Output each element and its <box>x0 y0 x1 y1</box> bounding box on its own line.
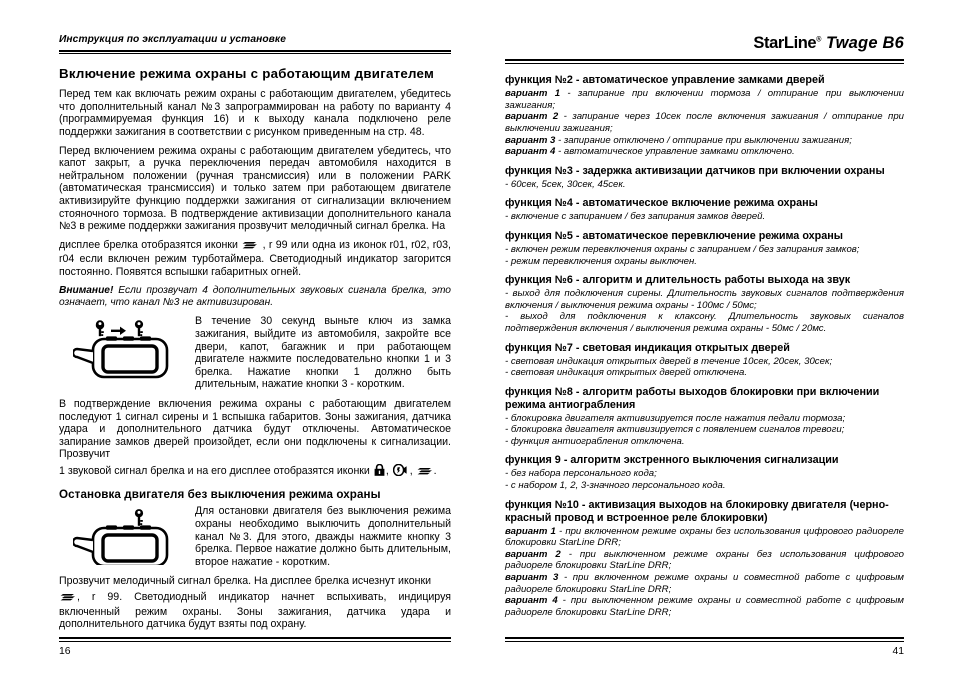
paragraph-fob-display-icons <box>59 464 451 480</box>
option-text: - блокировка двигателя активизируется после нажатия педали тормоза; <box>505 412 846 424</box>
function-option <box>505 413 904 425</box>
option-text: - световая индикация открытых дверей отключена. <box>505 367 748 379</box>
option-label: вариант 3 <box>505 572 559 584</box>
function-title: функция №10 - активизация выходов на блокировку двигателя (черно-красный провод и встроенное реле блокировки) <box>505 498 889 524</box>
page-right-footer <box>505 637 904 675</box>
paragraph-intro-1: Перед тем как включать режим охраны с работающим двигателем, убедитесь что дополнительный канал №3 запрограммирован на работу по варианту 4 (программируемая функция 16) и к выходу канала подключено реле поддержки зажигания в соответствии с рисунком приведенным на стр. 48. <box>59 88 451 138</box>
paragraph-display-icons <box>59 239 451 279</box>
function-option <box>505 256 904 268</box>
option-text: - запирание при включении тормоза / отпирание при выключении зажигания; <box>505 88 904 111</box>
option-label: вариант 2 <box>505 548 561 560</box>
function-title: функция №4 - автоматическое включение режима охраны <box>505 197 818 210</box>
running-head-left: Инструкция по эксплуатации и установке <box>59 34 286 45</box>
function-option <box>505 549 904 572</box>
option-label: вариант 3 <box>505 134 556 146</box>
figure-block-stop-engine <box>59 505 451 570</box>
option-text: - 60сек, 5сек, 30сек, 45сек. <box>505 178 626 190</box>
product-model: Twage B6 <box>825 34 904 52</box>
option-text: - выход для подключения сирены. Длительность звуковых сигналов подтверждения включения / выключения режима охраны - 100мс / 50мс; <box>505 288 904 311</box>
function-option <box>505 367 904 379</box>
paragraph-display-icons-before: дисплее брелка отобразятся иконки <box>59 238 238 251</box>
option-text: - выход для подключения к клаксону. Длительность звуковых сигналов подтверждения включения / выключения режима охраны - 50мс / 20мс. <box>505 311 904 334</box>
function-option <box>505 424 904 436</box>
function-title: функция 9 - алгоритм экстренного выключения сигнализации <box>505 454 839 467</box>
page-number-right: 41 <box>892 646 904 657</box>
running-head-right <box>505 34 904 56</box>
page-right <box>477 0 954 675</box>
function-option <box>505 288 904 311</box>
function-option <box>505 88 904 111</box>
turbo-timer-icon <box>60 592 76 606</box>
page-number-left: 16 <box>59 646 71 657</box>
paragraph-icons-disappear <box>59 591 451 631</box>
page-right-content <box>505 64 904 637</box>
figure-block-arm-with-engine <box>59 315 451 393</box>
paragraph-icons-disappear-text: , r 99. Светодиодный индикатор начнет вспыхивать, индицируя включенный режим охраны. Зоны зажигания, датчика удара и дополнительного датчика будут взяты под охрану. <box>59 591 451 631</box>
page-left-footer <box>59 637 451 675</box>
function-title: функция №3 - задержка активизации датчиков при включении охраны <box>505 164 885 177</box>
turbo-timer-icon <box>242 240 258 254</box>
option-text: - блокировка двигателя активизируется с появлением сигналов тревоги; <box>505 424 845 436</box>
registered-mark: ® <box>816 36 821 44</box>
key-fob-press-button-3-twice-figure <box>73 507 185 565</box>
function-option <box>505 572 904 595</box>
option-text: - включен режим перевключения охраны с запиранием / без запирания замков; <box>505 243 860 255</box>
option-text: - световая индикация открытых дверей в течение 10сек, 20сек, 30сек; <box>505 355 833 367</box>
function-option <box>505 480 904 492</box>
option-text: - включение с запиранием / без запирания замков дверей. <box>505 211 766 223</box>
function-option <box>505 311 904 334</box>
brand-lockup <box>753 34 904 53</box>
function-title: функция №6 - алгоритм и длительность работы выхода на звук <box>505 274 851 287</box>
option-text: - запирание отключено / отпирание при выключении зажигания; <box>555 134 852 146</box>
attention-note-text: Если прозвучат 4 дополнительных звуковых сигнала брелка, это означает, что канал №3 не активизирован. <box>59 284 451 308</box>
function-option <box>505 211 904 223</box>
function-option <box>505 468 904 480</box>
function-option <box>505 244 904 256</box>
option-label: вариант 4 <box>505 146 556 158</box>
option-text: - автоматическое управление замками отключено. <box>555 146 795 158</box>
icon-sep-2: , <box>409 464 413 477</box>
option-text: - запирание через 10сек после включения зажигания / отпирание при выключении зажигания; <box>505 111 904 134</box>
paragraph-fob-display-before: 1 звуковой сигнал брелка и на его дисплее отобразятся иконки <box>59 464 370 477</box>
footer-rule-left <box>59 637 451 642</box>
function-title: функция №8 - алгоритм работы выходов блокировки при включении режима антиограбления <box>505 385 880 411</box>
option-label: вариант 2 <box>505 111 559 123</box>
option-label: вариант 4 <box>505 595 558 607</box>
function-title: функция №7 - световая индикация открытых дверей <box>505 341 790 354</box>
option-text: - при включенном режиме охраны без использования цифрового радиореле блокировки StarLine DRR; <box>505 525 904 549</box>
footer-rule-right <box>505 637 904 642</box>
page-title: Включение режима охраны с работающим двигателем <box>59 66 435 82</box>
paragraph-fob-display-after: . <box>433 464 437 477</box>
closed-lock-icon <box>374 464 385 480</box>
function-option <box>505 135 904 147</box>
option-label: вариант 1 <box>505 88 561 100</box>
option-text: - при включенном режиме охраны и совместной работе с цифровым радиореле блокировки StarLine DRR; <box>505 572 904 595</box>
figure-1-instruction-text: В течение 30 секунд выньте ключ из замка зажигания, выйдите из автомобиля, закройте все двери, капот, багажник и при работающем двигателе нажмите последовательно кнопки 1 и 3 брелка. Нажатие кнопки 1 должно быть длительным, нажатие кнопки 3 - коротким. <box>195 315 451 391</box>
option-text: - при выключенном режиме охраны и совместной работе с цифровым радиореле блокировки StarLine DRR; <box>505 595 904 618</box>
function-option <box>505 595 904 618</box>
figure-2-instruction-text: Для остановки двигателя без выключения режима охраны необходимо выключить дополнительный канал №3. Для этого, дважды нажмите кнопку 3 брелка. Первое нажатие должно быть длительным, второе нажатие - коротким. <box>195 505 451 568</box>
siren-on-icon <box>393 464 409 480</box>
function-title: функция №2 - автоматическое управление замками дверей <box>505 74 825 87</box>
paragraph-intro-2: Перед включением режима охраны с работающим двигателем убедитесь, что капот закрыт, а ручка переключения передач автомобиля находится в нейтральном положении (ручная трансмиссия) или в положении PARK (автоматическая трансмиссия) и только затем при работающем двигателе активизируйте функцию поддержки зажигания от сигнализации включением стояночного тормоза. В подтверждение активизации дополнительного канала №3 в режиме поддержки зажигания прозвучит мелодичный сигнал брелка. На <box>59 144 451 233</box>
function-option <box>505 111 904 134</box>
paragraph-arm-confirmation: В подтверждение включения режима охраны с работающим двигателем последуют 1 сигнал сирены и 1 вспышка габаритов. Зоны зажигания, датчика удара и дополнительного датчика будут отключены. Автоматическое запирание замков дверей произойдет, если они подключены к сигнализации. Прозвучит <box>59 397 451 461</box>
option-text: - функция антиограбления отключена. <box>505 435 685 447</box>
subsection-title-stop-engine: Остановка двигателя без выключения режима охраны <box>59 488 381 502</box>
function-option <box>505 356 904 368</box>
function-option <box>505 179 904 191</box>
key-fob-press-buttons-1-and-3-figure <box>73 317 185 379</box>
paragraph-disarm-confirmation: Прозвучит мелодичный сигнал брелка. На дисплее брелка исчезнут иконки <box>59 575 432 588</box>
turbo-timer-icon <box>417 466 433 480</box>
option-text: - без набора персонального кода; <box>505 468 657 480</box>
paragraph-display-icons-after: , r 99 или одна из иконок r01, r02, r03, r04 если включен режим турботаймера. Светодиодный индикатор загорится постоянно. Появятся вспышки габаритных огней. <box>59 238 451 278</box>
icon-sep-1: , <box>385 464 389 477</box>
option-text: - при выключенном режиме охраны без использования цифрового радиореле блокировки StarLine DRR; <box>505 548 905 572</box>
option-label: вариант 1 <box>505 525 556 537</box>
starline-logo: StarLine® <box>753 34 821 52</box>
option-text: - режим перевключения охраны выключен. <box>505 255 697 267</box>
option-text: - с набором 1, 2, 3-значного персонального кода. <box>505 480 726 492</box>
attention-note <box>59 285 451 310</box>
attention-note-label: Внимание! <box>59 284 114 296</box>
function-option <box>505 436 904 448</box>
function-option <box>505 146 904 158</box>
page-left-content <box>59 54 451 637</box>
function-option <box>505 526 904 549</box>
function-title: функция №5 - автоматическое перевключение режима охраны <box>505 229 843 242</box>
